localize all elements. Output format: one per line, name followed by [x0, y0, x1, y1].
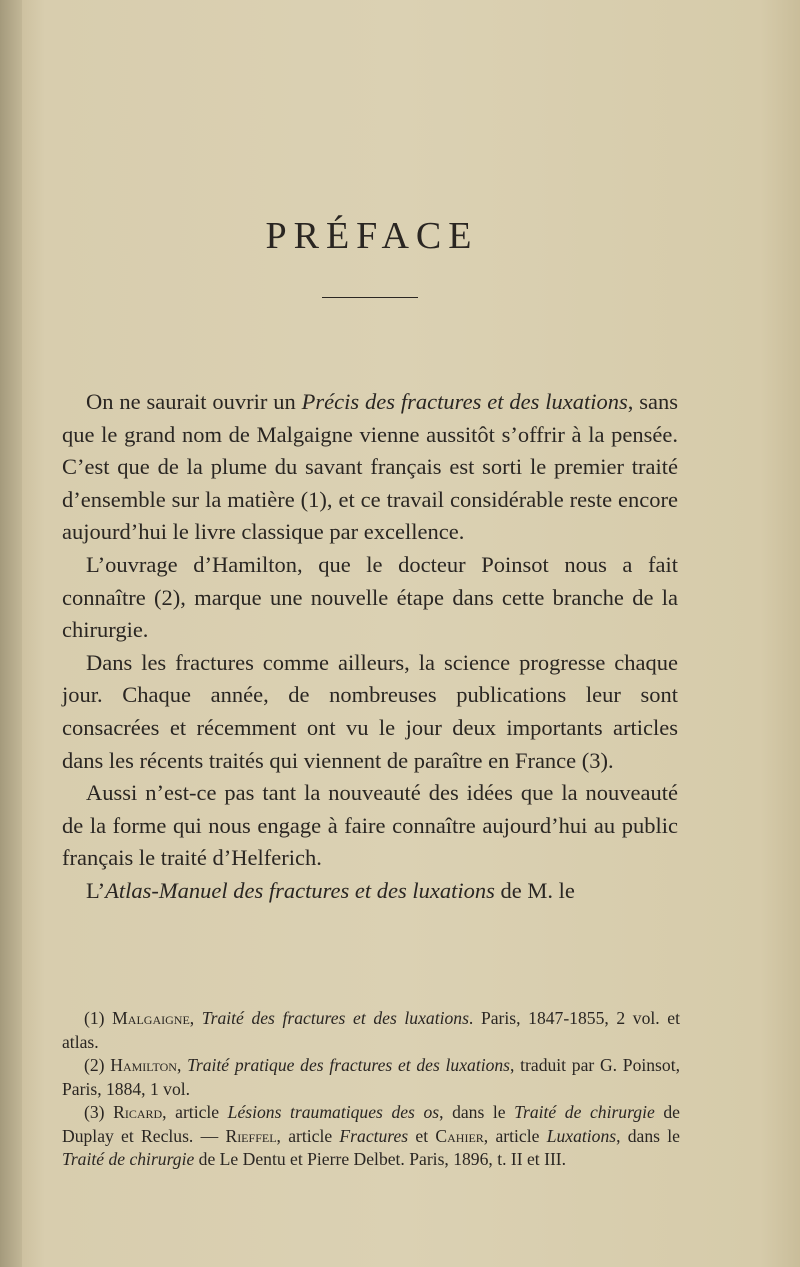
footnote-3: (3) Ricard, article Lésions traumatiques des os, dans le Traité de chirurgie de Duplay et Reclus. — Rieffel, article Fractures et Cahier, article Luxations, dans le Traité de chirurgie de Le Dentu et Pierre Delbet. Paris, 1896, t. II et III.: [62, 1102, 680, 1169]
atlas-title-italic: Atlas-Manuel des fractures et des luxations: [105, 877, 495, 903]
paragraph-5: L’Atlas-Manuel des fractures et des luxations de M. le: [86, 877, 575, 903]
book-title-italic: Précis des fractures et des luxations: [301, 389, 628, 414]
paragraph-4: Aussi n’est-ce pas tant la nouveauté des idées que la nouveauté de la forme qui nous engage à faire connaître aujourd’hui au public français le traité d’Helferich.: [62, 780, 678, 871]
footnote-1: (1) Malgaigne, Traité des fractures et des luxations. Paris, 1847-1855, 2 vol. et atlas.: [62, 1008, 680, 1052]
paragraph-3: Dans les fractures comme ailleurs, la science progresse chaque jour. Chaque année, de nombreuses publications leur sont consacrées et récemment ont vu le jour deux importants articles dans les récents traités qui viennent de paraître en France (3).: [62, 649, 678, 773]
paragraph-2: L’ouvrage d’Hamilton, que le docteur Poinsot nous a fait connaître (2), marque une nouvelle étape dans cette branche de la chirurgie.: [62, 551, 678, 643]
author-name: Malgaigne: [112, 1008, 190, 1028]
title-rule: [322, 297, 418, 298]
footnotes: [62, 1007, 680, 1172]
page-title: PRÉFACE: [265, 215, 479, 257]
book-spine-shadow: [0, 0, 22, 1267]
author-name: Cahier: [435, 1125, 484, 1146]
author-name: Hamilton: [110, 1055, 177, 1075]
author-name: Rieffel: [225, 1125, 277, 1146]
author-name: Ricard: [113, 1102, 163, 1122]
preface-body: [62, 386, 678, 908]
footnote-2: (2) Hamilton, Traité pratique des fractures et des luxations, traduit par G. Poinsot, Paris, 1884, 1 vol.: [62, 1055, 680, 1099]
paragraph-1: On ne saurait ouvrir un Précis des fractures et des luxations, sans que le grand nom de Malgaigne vienne aussitôt s’offrir à la pensée. C’est que de la plume du savant français est sorti le premier traité d’ensemble sur la matière (1), et ce travail considérable reste encore aujourd’hui le livre classique par excellence.: [62, 389, 679, 545]
